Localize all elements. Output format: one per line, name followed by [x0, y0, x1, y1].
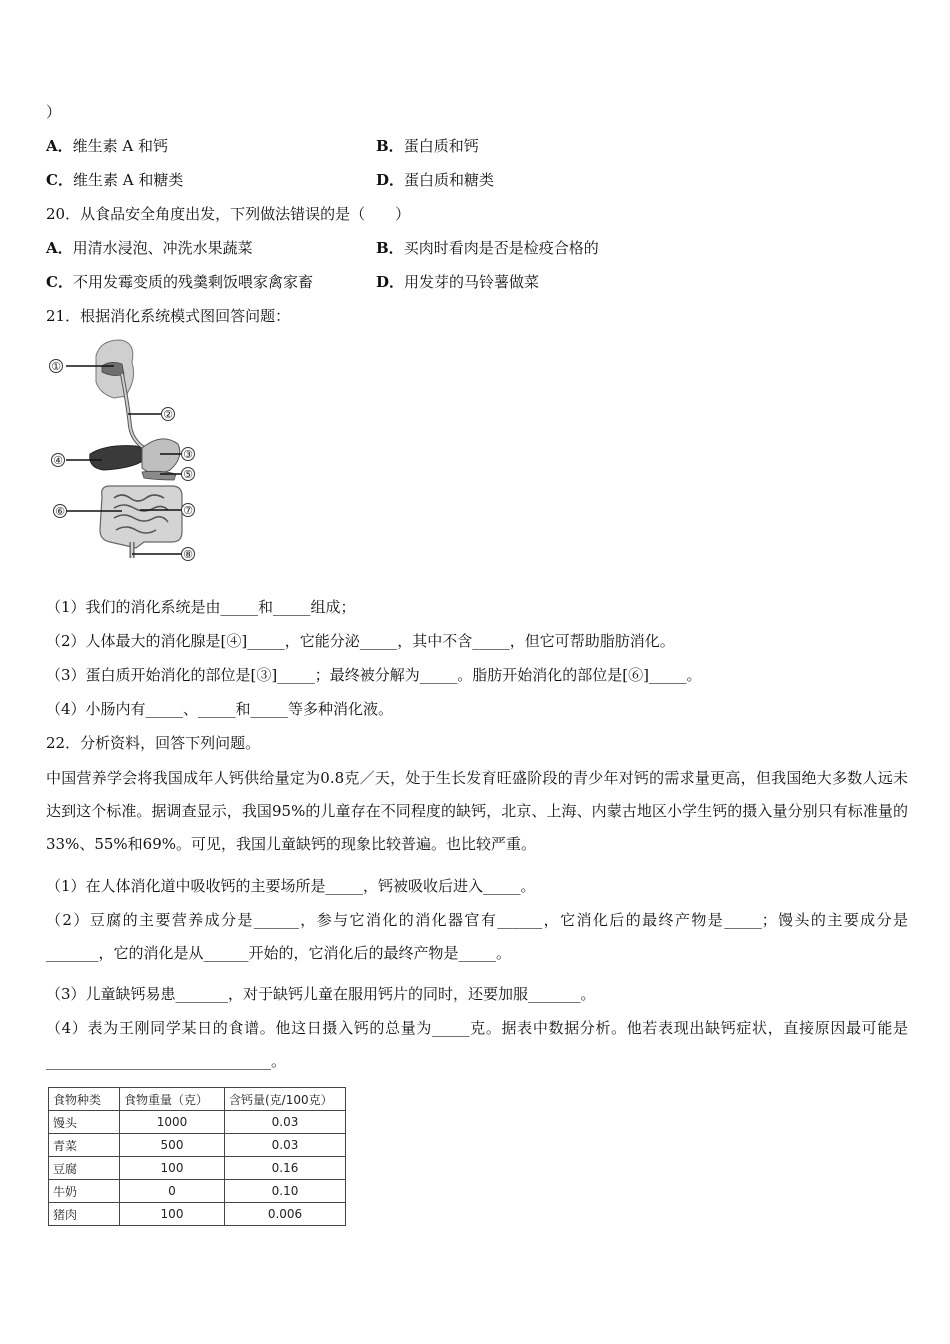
question-20-stem: 20．从食品安全角度出发，下列做法错误的是（ ） — [46, 205, 411, 223]
q22-sub-3: （3）儿童缺钙易患_______，对于缺钙儿童在服用钙片的同时，还要加服_______。 — [46, 985, 596, 1003]
q19-option-b[interactable] — [376, 136, 479, 156]
q22-sub-2: （2）豆腐的主要营养成分是______，参与它消化的消化器官有______，它消化后的最终产物是_____；馒头的主要成分是_______，它的消化是从______开始的，它消化后的最终产物是_____。 — [46, 911, 908, 962]
q21-sub-2: （2）人体最大的消化腺是[④]_____，它能分泌_____，其中不含_____，但它可帮助脂肪消化。 — [46, 632, 675, 650]
q20-option-d[interactable] — [376, 272, 539, 292]
cell-weight: 500 — [120, 1134, 225, 1157]
option-letter: B． — [376, 137, 404, 155]
option-text: 用清水浸泡、冲洗水果蔬菜 — [72, 239, 253, 257]
option-letter: B． — [376, 239, 404, 257]
question-22-stem: 22．分析资料，回答下列问题。 — [46, 734, 261, 752]
option-text: 维生素 A 和糖类 — [72, 171, 184, 189]
option-text: 买肉时看肉是否是检疫合格的 — [403, 239, 599, 257]
option-letter: C． — [46, 273, 73, 291]
diagram-label-3: ③ — [183, 448, 193, 461]
col-header-weight: 食物重量（克） — [120, 1088, 225, 1111]
option-letter: C． — [46, 171, 73, 189]
cell-calcium: 0.03 — [225, 1134, 346, 1157]
option-letter: A． — [46, 137, 73, 155]
digestive-system-diagram — [44, 336, 214, 566]
table-header-row — [49, 1088, 346, 1111]
diagram-label-1: ① — [51, 360, 61, 373]
table-row — [49, 1180, 346, 1203]
diagram-label-5: ⑤ — [183, 468, 193, 481]
cell-weight: 100 — [120, 1203, 225, 1226]
cell-food: 豆腐 — [49, 1157, 120, 1180]
q19-option-c[interactable] — [46, 170, 183, 190]
diagram-label-7: ⑦ — [183, 504, 193, 517]
option-text: 蛋白质和糖类 — [404, 171, 495, 189]
q22-material-paragraph: 中国营养学会将我国成年人钙供给量定为0.8克／天，处于生长发育旺盛阶段的青少年对钙的需求量更高，但我国绝大多数人远未达到这个标准。据调查显示，我国95%的儿童存在不同程度的缺钙，北京、上海、内蒙古地区小学生钙的摄入量分别只有标准量的33%、55%和69%。可见，我国儿童缺钙的现象比较普遍。也比较严重。 — [46, 769, 908, 853]
diagram-label-6: ⑥ — [55, 505, 65, 518]
table-row — [49, 1157, 346, 1180]
option-letter: A． — [46, 239, 73, 257]
option-text: 不用发霉变质的残羹剩饭喂家禽家畜 — [72, 273, 313, 291]
stomach-shape — [142, 439, 180, 474]
diagram-label-2: ② — [163, 408, 173, 421]
option-text: 维生素 A 和钙 — [72, 137, 169, 155]
cell-food: 青菜 — [49, 1134, 120, 1157]
liver-shape — [90, 446, 145, 470]
cell-weight: 0 — [120, 1180, 225, 1203]
q19-option-a[interactable] — [46, 136, 168, 156]
q21-sub-3: （3）蛋白质开始消化的部位是[③]_____；最终被分解为_____。脂肪开始消化的部位是[⑥]_____。 — [46, 666, 702, 684]
cell-weight: 1000 — [120, 1111, 225, 1134]
option-letter: D． — [376, 273, 405, 291]
table-row — [49, 1203, 346, 1226]
q20-option-b[interactable] — [376, 238, 599, 258]
food-calcium-table — [48, 1087, 346, 1226]
diagram-label-8: ⑧ — [183, 548, 193, 561]
q21-sub-1: （1）我们的消化系统是由_____和_____组成； — [46, 598, 356, 616]
question-21-stem: 21．根据消化系统模式图回答问题： — [46, 307, 291, 325]
cell-food: 猪肉 — [49, 1203, 120, 1226]
pancreas-shape — [142, 471, 176, 480]
table-row — [49, 1111, 346, 1134]
cell-calcium: 0.03 — [225, 1111, 346, 1134]
table-row — [49, 1134, 346, 1157]
q22-sub-4: （4）表为王刚同学某日的食谱。他这日摄入钙的总量为_____克。据表中数据分析。他若表现出缺钙症状，直接原因最可能是______________________________。 — [46, 1019, 908, 1070]
diagram-label-4: ④ — [53, 454, 63, 467]
cell-weight: 100 — [120, 1157, 225, 1180]
large-intestine-shape — [100, 486, 182, 548]
cell-food: 牛奶 — [49, 1180, 120, 1203]
option-text: 用发芽的马铃薯做菜 — [404, 273, 540, 291]
cell-food: 馒头 — [49, 1111, 120, 1134]
option-text: 蛋白质和钙 — [403, 137, 479, 155]
cell-calcium: 0.16 — [225, 1157, 346, 1180]
col-header-food: 食物种类 — [49, 1088, 120, 1111]
q19-option-d[interactable] — [376, 170, 494, 190]
q20-option-c[interactable] — [46, 272, 313, 292]
q20-option-a[interactable] — [46, 238, 253, 258]
oral-cavity — [102, 362, 124, 375]
col-header-calcium: 含钙量(克/100克） — [225, 1088, 346, 1111]
cell-calcium: 0.10 — [225, 1180, 346, 1203]
q22-sub-1: （1）在人体消化道中吸收钙的主要场所是_____，钙被吸收后进入_____。 — [46, 877, 536, 895]
q21-sub-4: （4）小肠内有_____、_____和_____等多种消化液。 — [46, 700, 394, 718]
option-letter: D． — [376, 171, 405, 189]
question-19-closing-paren: ） — [46, 103, 62, 121]
cell-calcium: 0.006 — [225, 1203, 346, 1226]
